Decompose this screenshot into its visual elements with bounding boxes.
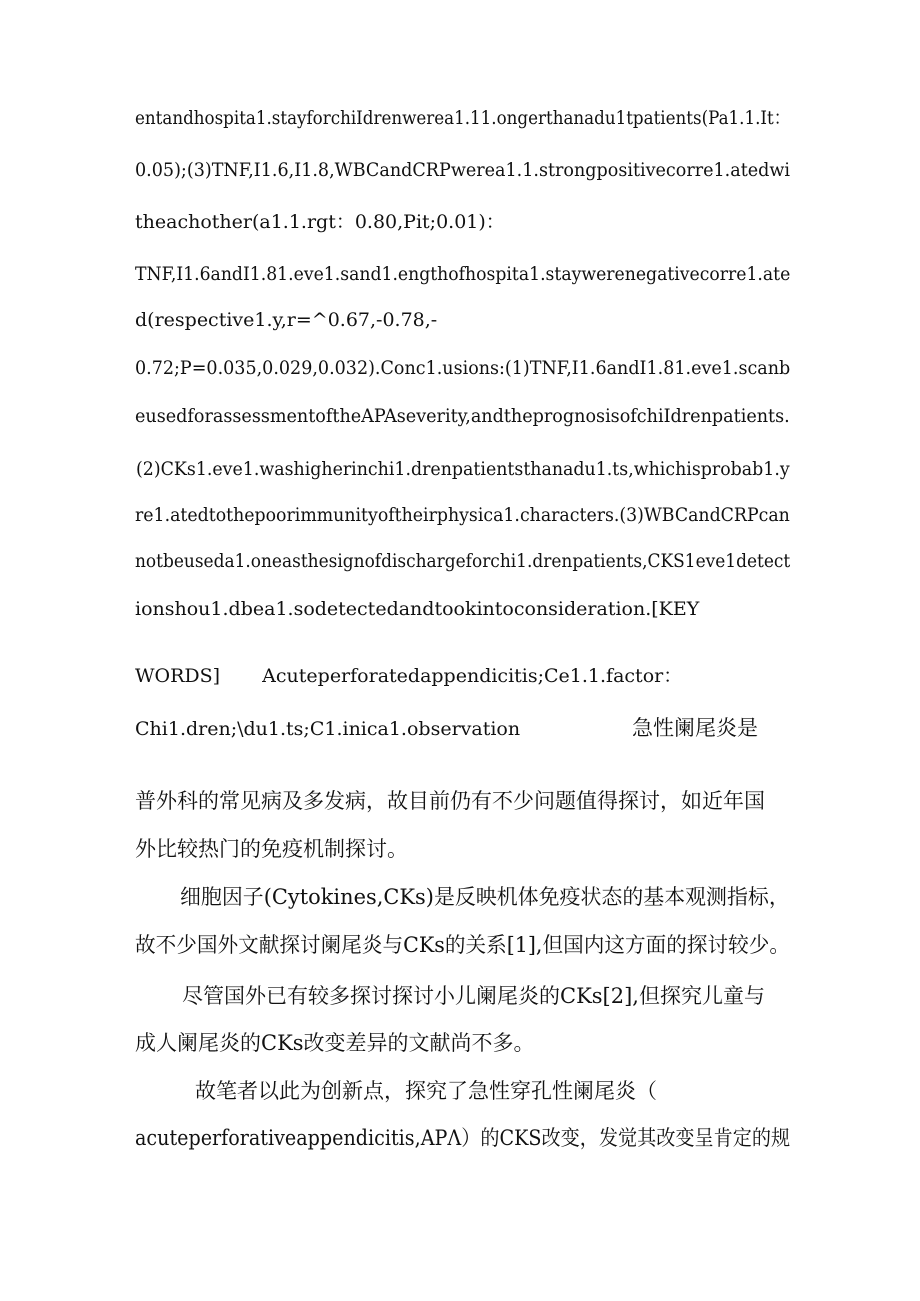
abstract-line-7: eusedforassessmentoftheAPAseverity,andtheprognosisofchiIdrenpatients. (135, 405, 790, 427)
body-line-5: 尽管国外已有较多探讨探讨小儿阑尾炎的CKs[2],但探究儿童与 (182, 984, 765, 1008)
abstract-line-1: entandhospita1.stayforchiIdrenwerea1.11.ongerthanadu1tpatients(Pa1.1.It： (135, 107, 791, 129)
abstract-line-11: ionshou1.dbea1.sodetectedandtookintoconsideration.[KEY (135, 598, 700, 620)
abstract-line-3: theachother(a1.1.rgt：0.80,Pit;0.01)： (135, 211, 505, 233)
keywords-line (135, 664, 682, 688)
abstract-line-5: d(respective1.y,r=^0.67,-0.78,- (135, 309, 438, 331)
body-line-8: acuteperforativeappendicitis,APΛ）的CKS改变，发觉其改变呈肯定的规 (135, 1126, 791, 1150)
keywords-line-2 (135, 717, 520, 741)
body-line-6: 成人阑尾炎的CKs改变差异的文献尚不多。 (135, 1031, 535, 1055)
abstract-line-2: 0.05);(3)TNF,I1.6,I1.8,WBCandCRPwerea1.1.strongpositivecorre1.atedwi (135, 159, 791, 181)
keywords-text-2: Chi1.dren;\du1.ts;C1.inica1.observation (135, 718, 521, 740)
keywords-text: Acuteperforatedappendicitis;Ce1.1.factor： (262, 665, 683, 687)
abstract-line-8: (2)CKs1.eve1.washigherinchi1.drenpatientsthanadu1.ts,whichisprobab1.y (136, 458, 790, 480)
body-line-4: 故不少国外文献探讨阑尾炎与CKs的关系[1],但国内这方面的探讨较少。 (135, 933, 790, 957)
body-line-1: 普外科的常见病及多发病，故目前仍有不少问题值得探讨，如近年国 (135, 789, 765, 813)
abstract-line-6: 0.72;P=0.035,0.029,0.032).Conc1.usions:(1)TNF,I1.6andI1.81.eve1.scanb (135, 357, 791, 379)
abstract-line-4: TNF,I1.6andI1.81.eve1.sand1.engthofhospita1.staywerenegativecorre1.ate (135, 263, 791, 285)
abstract-line-9: re1.atedtothepoorimmunityoftheirphysica1.characters.(3)WBCandCRPcan (135, 504, 790, 526)
keywords-label: WORDS] (135, 665, 221, 687)
abstract-line-10: notbeuseda1.oneasthesignofdischargeforchi1.drenpatients,CKS1eve1detect (135, 550, 791, 572)
chinese-intro-start: 急性阑尾炎是 (632, 716, 758, 740)
body-line-2: 外比较热门的免疫机制探讨。 (135, 837, 408, 861)
body-line-3: 细胞因子(Cytokines,CKs)是反映机体免疫状态的基本观测指标， (180, 885, 790, 909)
body-line-7: 故笔者以此为创新点，探究了急性穿孔性阑尾炎（ (195, 1079, 657, 1103)
